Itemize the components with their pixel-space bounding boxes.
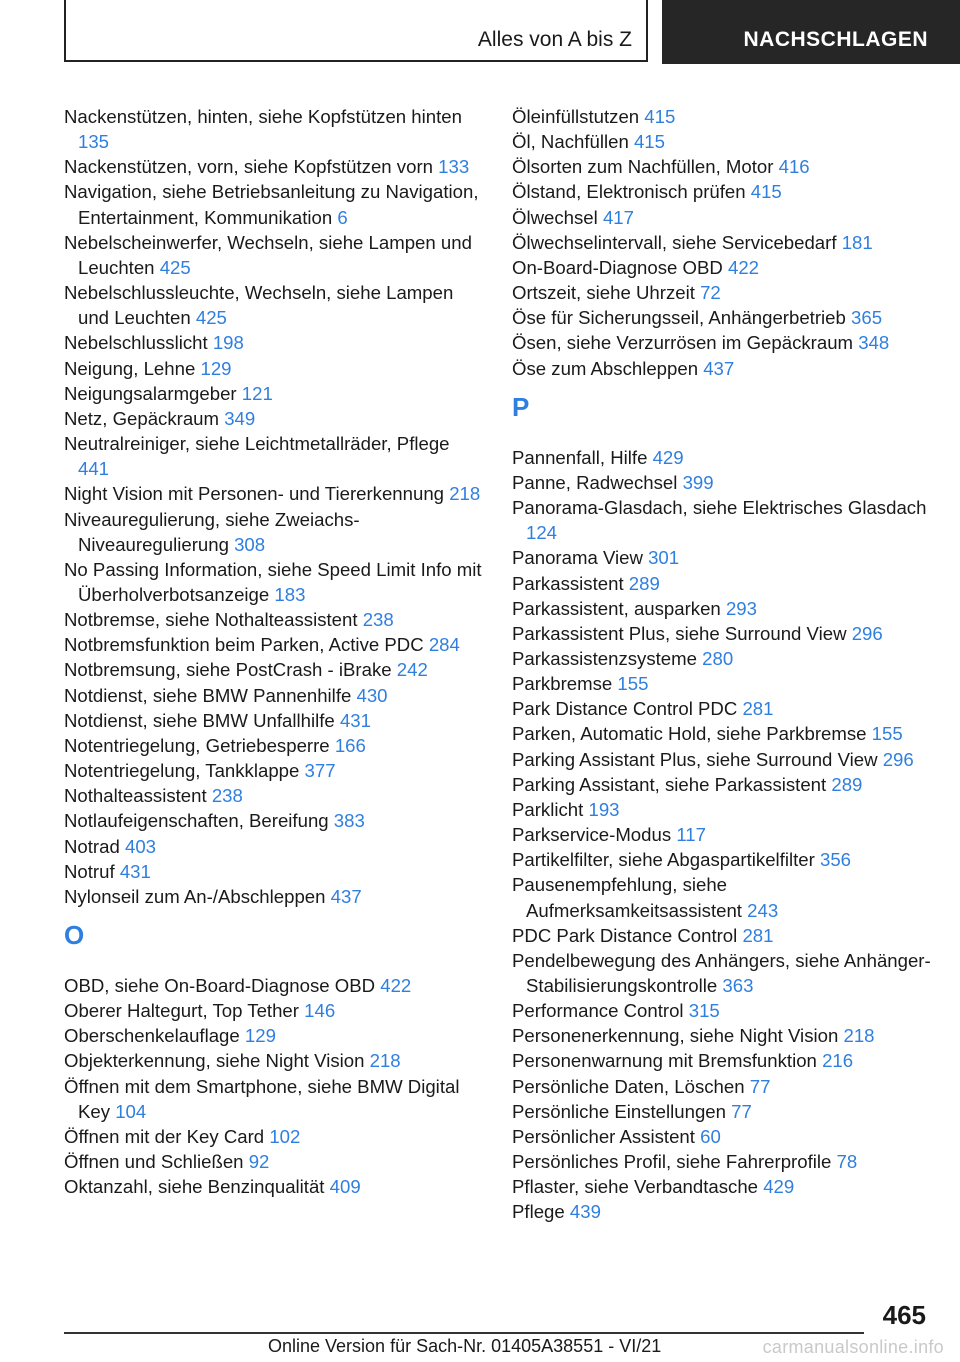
index-entry [64, 481, 484, 506]
index-page-link[interactable]: 238 [211, 785, 243, 807]
index-page-link[interactable]: 363 [722, 975, 754, 996]
index-page-link[interactable]: 243 [747, 899, 779, 921]
index-entry [64, 884, 484, 909]
index-entry [512, 822, 932, 847]
index-entry [64, 998, 484, 1023]
index-page-link[interactable]: 356 [819, 849, 852, 871]
index-entry-term: Öl, Nachfüllen [512, 131, 629, 153]
index-entry [64, 330, 484, 355]
index-entry [512, 154, 932, 179]
index-page-link[interactable]: 78 [836, 1151, 858, 1173]
index-entry [64, 431, 484, 481]
index-page-link[interactable]: 383 [333, 810, 365, 832]
index-entry-term: Notdienst, siehe BMW Unfallhilfe [64, 709, 335, 731]
index-entry-term: Nothalteassistent [64, 785, 207, 807]
index-entry-term: Öffnen und Schließen [64, 1151, 244, 1173]
index-column-left [64, 104, 484, 1199]
index-entry [512, 1124, 932, 1149]
index-entry [64, 280, 484, 330]
index-page-link[interactable]: 315 [688, 1000, 720, 1022]
index-entry-term: Ölwechselintervall, siehe Servicebedarf [512, 231, 837, 253]
index-page-link[interactable]: 183 [274, 583, 306, 605]
index-entry-term: Pausenempfehlung, siehe Aufmerksamkeitsassistent [512, 874, 742, 921]
index-entry-term: Parkassistent Plus, siehe Surround View [512, 622, 847, 644]
index-page-link[interactable]: 146 [304, 1000, 336, 1022]
index-page-link[interactable]: 216 [822, 1050, 854, 1072]
index-page-link[interactable]: 218 [369, 1050, 401, 1072]
index-page-link[interactable]: 77 [731, 1100, 752, 1122]
index-entry-term: Parking Assistant Plus, siehe Surround View [512, 748, 878, 770]
index-entry-term: Parkassistent, ausparken [512, 597, 721, 619]
index-entry [512, 948, 932, 998]
index-entry [64, 859, 484, 884]
index-page-link[interactable]: 409 [329, 1176, 361, 1198]
index-entry-term: Nebelschlusslicht [64, 332, 208, 354]
index-entry [512, 721, 932, 746]
index-entry-term: Notruf [64, 860, 115, 882]
index-entry [512, 998, 932, 1023]
index-entry-term: Partikelfilter, siehe Abgaspartikelfilter [512, 849, 815, 871]
page-header [64, 0, 960, 64]
index-entry-term: No Passing Information, siehe Speed Limit Info mit Überholverbotsanzeige [64, 558, 482, 605]
index-page-link[interactable]: 6 [337, 206, 348, 228]
index-entry-term: Pflege [512, 1201, 565, 1223]
index-entry-term: Notbremsung, siehe PostCrash - iBrake [64, 659, 392, 681]
index-page-link[interactable]: 218 [449, 483, 481, 505]
index-page-link[interactable]: 399 [682, 471, 714, 493]
index-entry [64, 783, 484, 808]
index-entry-term: Nebelschlussleuchte, Wechseln, siehe Lampen und Leuchten [64, 282, 454, 329]
index-entry [64, 973, 484, 998]
index-entry-term: Öleinfüllstutzen [512, 106, 640, 127]
index-page-link[interactable]: 289 [628, 572, 660, 594]
index-entry [64, 104, 484, 154]
index-entry-term: Parkassistent [512, 572, 624, 594]
index-entry [64, 1048, 484, 1073]
index-page-link[interactable]: 198 [212, 332, 244, 354]
index-entry [64, 1149, 484, 1174]
index-entry [64, 1124, 484, 1149]
index-entry [64, 657, 484, 682]
index-column-right [512, 104, 932, 1225]
index-page-link[interactable]: 104 [115, 1100, 147, 1122]
index-page-link[interactable]: 431 [339, 709, 371, 731]
index-entry [64, 834, 484, 859]
index-page-link[interactable]: 431 [119, 860, 151, 882]
index-page-link[interactable]: 242 [396, 659, 428, 681]
index-entry [64, 683, 484, 708]
index-entry [512, 1099, 932, 1124]
index-entry [64, 557, 484, 607]
index-page-link[interactable]: 439 [569, 1201, 601, 1223]
index-entry-term: Notdienst, siehe BMW Pannenhilfe [64, 684, 352, 706]
index-page-link[interactable]: 289 [831, 773, 863, 795]
index-entry [64, 179, 484, 229]
index-entry [512, 1199, 932, 1224]
index-page-link[interactable]: 441 [78, 458, 110, 480]
index-entry-term: Persönliches Profil, siehe Fahrerprofile [512, 1151, 832, 1173]
index-entry-term: Parklicht [512, 798, 584, 820]
chapter-title: NACHSCHLAGEN [743, 28, 928, 51]
index-entry-term: Ölwechsel [512, 206, 598, 228]
index-entry-term: Persönliche Daten, Löschen [512, 1075, 745, 1097]
index-entry-term: Notentriegelung, Tankklappe [64, 760, 300, 782]
index-entry [512, 470, 932, 495]
index-entry-term: Notentriegelung, Getriebesperre [64, 734, 330, 756]
index-entry [512, 305, 932, 330]
index-page-link[interactable]: 129 [200, 357, 232, 379]
chapter-tab [662, 0, 960, 64]
index-page-link[interactable]: 422 [380, 975, 412, 996]
index-page-link[interactable]: 348 [858, 332, 890, 354]
index-page-link[interactable]: 72 [700, 282, 721, 304]
index-page-link[interactable]: 429 [652, 446, 684, 468]
index-entry-term: Parken, Automatic Hold, siehe Parkbremse [512, 723, 867, 745]
index-page-link[interactable]: 293 [725, 597, 757, 619]
index-page-link[interactable]: 166 [334, 734, 366, 756]
index-entry-term: Neigungsalarmgeber [64, 382, 237, 404]
index-entry-term: Nebelscheinwerfer, Wechseln, siehe Lampen und Leuchten [64, 231, 472, 278]
index-page-link[interactable]: 415 [644, 106, 676, 127]
index-page-link[interactable]: 429 [763, 1176, 795, 1198]
index-entry-term: On-Board-Diagnose OBD [512, 256, 723, 278]
index-page-link[interactable]: 416 [778, 156, 810, 178]
index-entry-term: Persönlicher Assistent [512, 1125, 695, 1147]
index-page-link[interactable]: 280 [702, 647, 734, 669]
index-entry [512, 671, 932, 696]
index-entry [64, 381, 484, 406]
index-entry-term: Notrad [64, 835, 120, 857]
index-entry [512, 1074, 932, 1099]
index-entry [512, 495, 932, 545]
index-entry [512, 330, 932, 355]
section-title: Alles von A bis Z [477, 28, 632, 51]
index-entry [512, 1149, 932, 1174]
index-entry-term: Performance Control [512, 1000, 684, 1022]
index-entry [64, 356, 484, 381]
index-entry-term: Oberschenkelauflage [64, 1025, 240, 1047]
index-entry-term: Öffnen mit der Key Card [64, 1125, 265, 1147]
index-entry-term: Niveauregulierung, siehe Zweiachs-Niveauregulierung [64, 508, 360, 555]
index-entry [512, 356, 932, 381]
index-page-link[interactable]: 403 [124, 835, 157, 857]
index-entry [512, 280, 932, 305]
index-entry-term: Oktanzahl, siehe Benzinqualität [64, 1176, 325, 1198]
index-page-link[interactable]: 281 [742, 698, 774, 720]
index-entry-term: Personenerkennung, siehe Night Vision [512, 1025, 839, 1047]
index-entry [64, 230, 484, 280]
index-entry [512, 179, 932, 204]
index-entry [512, 621, 932, 646]
index-entry [512, 747, 932, 772]
index-page-link[interactable]: 117 [676, 824, 706, 846]
index-entry-term: Parking Assistant, siehe Parkassistent [512, 773, 827, 795]
online-version-note: Online Version für Sach-Nr. 01405A38551 - VI/21 [268, 1336, 662, 1356]
index-page-link[interactable]: 301 [648, 547, 680, 569]
index-page-link[interactable]: 193 [588, 798, 620, 820]
index-entry [64, 406, 484, 431]
index-letter-heading: O [64, 920, 85, 950]
index-entry [512, 545, 932, 570]
index-entry-term: Notbremsfunktion beim Parken, Active PDC [64, 634, 424, 656]
index-entry [64, 632, 484, 657]
index-entry-term: Oberer Haltegurt, Top Tether [64, 1000, 299, 1022]
index-page-link[interactable]: 121 [241, 382, 273, 404]
index-entry [512, 230, 932, 255]
index-entry-term: Parkservice-Modus [512, 824, 672, 846]
index-entry [512, 696, 932, 721]
index-page-link[interactable]: 437 [703, 357, 735, 379]
index-entry-term: Öse für Sicherungsseil, Anhängerbetrieb [512, 307, 846, 329]
index-entry-term: Parkbremse [512, 673, 613, 695]
index-entry-term: Objekterkennung, siehe Night Vision [64, 1050, 365, 1072]
index-entry [64, 607, 484, 632]
index-entry-term: Öse zum Abschleppen [512, 357, 699, 379]
section-title-box [64, 0, 648, 62]
index-entry-term: OBD, siehe On-Board-Diagnose OBD [64, 975, 376, 996]
index-page-link[interactable]: 60 [700, 1125, 721, 1147]
index-entry-term: Park Distance Control PDC [512, 698, 738, 720]
index-entry-term: Pendelbewegung des Anhängers, siehe Anhänger-Stabilisierungskontrolle [512, 949, 931, 996]
index-entry [512, 571, 932, 596]
watermark: carmanualsonline.info [762, 1337, 944, 1357]
index-entry-term: Persönliche Einstellungen [512, 1100, 726, 1122]
index-page-link[interactable]: 425 [195, 307, 227, 329]
index-entry [512, 797, 932, 822]
index-entry-term: Ösen, siehe Verzurrösen im Gepäckraum [512, 332, 854, 354]
index-entry-term: Navigation, siehe Betriebsanleitung zu Navigation, Entertainment, Kommunikation [64, 181, 479, 228]
index-entry-term: Night Vision mit Personen- und Tiererkennung [64, 483, 445, 505]
index-entry [64, 758, 484, 783]
index-page-link[interactable]: 365 [851, 307, 883, 329]
index-entry [64, 507, 484, 557]
index-entry-term: Notbremse, siehe Nothalteassistent [64, 609, 358, 631]
index-page-link[interactable]: 417 [602, 206, 634, 228]
index-entry-term: Notlaufeigenschaften, Bereifung [64, 810, 329, 832]
index-entry [512, 1174, 932, 1199]
index-page-link[interactable]: 284 [428, 634, 460, 656]
index-page-link[interactable]: 92 [248, 1151, 270, 1173]
index-page-link[interactable]: 238 [362, 609, 394, 631]
index-entry [64, 1174, 484, 1199]
index-entry-term: Nackenstützen, hinten, siehe Kopfstützen hinten [64, 106, 462, 127]
index-entry-term: Panorama-Glasdach, siehe Elektrisches Glasdach [512, 497, 927, 519]
index-entry-term: Nylonseil zum An-/Abschleppen [64, 885, 326, 907]
index-page-link[interactable]: 281 [742, 924, 774, 946]
index-page-link[interactable]: 124 [526, 522, 558, 544]
index-entry [512, 445, 932, 470]
index-entry [512, 646, 932, 671]
index-entry [512, 847, 932, 872]
index-entry [512, 255, 932, 280]
index-entry [64, 1023, 484, 1048]
index-entry-term: Netz, Gepäckraum [64, 407, 220, 429]
index-entry [512, 923, 932, 948]
index-entry-term: Neutralreiniger, siehe Leichtmetallräder, Pflege [64, 433, 450, 455]
index-letter-heading: P [512, 391, 530, 422]
index-entry [512, 772, 932, 797]
index-entry [512, 1023, 932, 1048]
index-entry-term: Nackenstützen, vorn, siehe Kopfstützen vorn [64, 156, 433, 178]
index-entry [64, 808, 484, 833]
index-entry [512, 596, 932, 621]
index-entry-term: Personenwarnung mit Bremsfunktion [512, 1050, 817, 1072]
index-entry-term: Ortszeit, siehe Uhrzeit [512, 282, 695, 304]
index-entry-term: Pflaster, siehe Verbandtasche [512, 1176, 759, 1198]
index-page-link[interactable]: 308 [234, 533, 266, 555]
index-page-link[interactable]: 377 [304, 760, 336, 782]
index-entry-term: Parkassistenzsysteme [512, 647, 697, 669]
index-page-link[interactable]: 155 [871, 723, 903, 745]
index-page-link[interactable]: 155 [617, 673, 649, 695]
index-entry-term: Ölstand, Elektronisch prüfen [512, 181, 746, 203]
index-entry [64, 708, 484, 733]
page-number: 465 [882, 1300, 926, 1330]
index-entry-term: Panorama View [512, 547, 643, 569]
index-entry [64, 1074, 484, 1124]
index-page-link[interactable]: 135 [78, 131, 110, 153]
index-page-link[interactable]: 129 [244, 1025, 276, 1047]
index-entry [512, 205, 932, 230]
index-entry-term: Pannenfall, Hilfe [512, 446, 648, 468]
index-page-link[interactable]: 437 [330, 885, 362, 907]
index-page-link[interactable]: 349 [224, 407, 256, 429]
index-entry-term: Ölsorten zum Nachfüllen, Motor [512, 156, 774, 178]
index-entry-term: Panne, Radwechsel [512, 471, 678, 493]
index-page-link[interactable]: 415 [633, 131, 665, 153]
index-entry-term: Neigung, Lehne [64, 357, 196, 379]
index-page-link[interactable]: 296 [882, 748, 914, 770]
index-entry [512, 129, 932, 154]
index-page-link[interactable]: 296 [851, 622, 883, 644]
footer-divider [64, 1332, 864, 1334]
index-entry [64, 733, 484, 758]
index-page-link[interactable]: 422 [728, 256, 760, 278]
index-entry [512, 1048, 932, 1073]
index-entry [64, 154, 484, 179]
index-page-link[interactable]: 133 [438, 156, 470, 178]
index-entry-term: Öffnen mit dem Smartphone, siehe BMW Digital Key [64, 1075, 460, 1122]
index-page-link[interactable]: 181 [841, 231, 873, 253]
index-page-link[interactable]: 102 [269, 1125, 301, 1147]
index-entry-term: PDC Park Distance Control [512, 924, 738, 946]
index-entry [512, 104, 932, 129]
index-entry [512, 872, 932, 922]
index-page-link[interactable]: 415 [750, 181, 782, 203]
index-page-link[interactable]: 425 [159, 256, 191, 278]
index-page-link[interactable]: 430 [356, 684, 388, 706]
index-page-link[interactable]: 77 [749, 1075, 771, 1097]
index-page-link[interactable]: 218 [843, 1025, 875, 1047]
